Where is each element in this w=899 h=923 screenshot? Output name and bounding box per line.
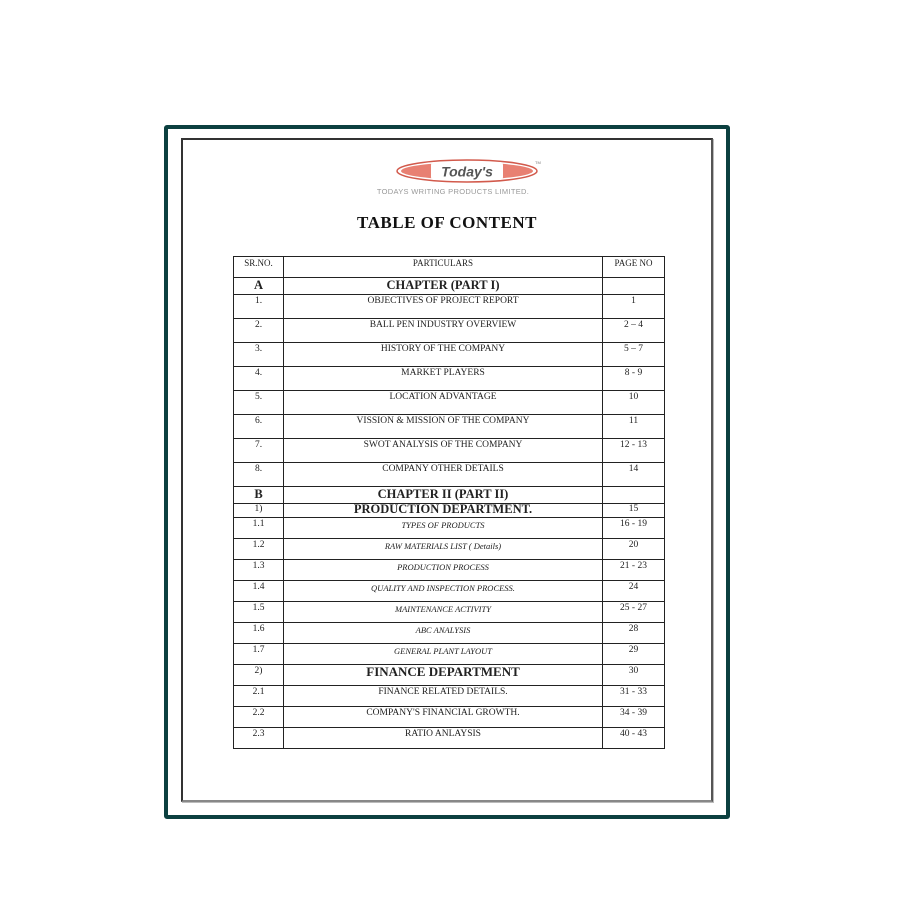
row-page: 12 - 13 bbox=[603, 439, 665, 463]
row-sr: 7. bbox=[234, 439, 284, 463]
row-title: MARKET PLAYERS bbox=[284, 367, 603, 391]
row-title: ABC ANALYSIS bbox=[284, 623, 603, 644]
row-sr: 5. bbox=[234, 391, 284, 415]
table-row bbox=[234, 602, 665, 623]
chapter-row bbox=[234, 487, 665, 504]
row-page: 40 - 43 bbox=[603, 728, 665, 749]
row-title: GENERAL PLANT LAYOUT bbox=[284, 644, 603, 665]
dept-title: FINANCE DEPARTMENT bbox=[284, 665, 603, 686]
table-row bbox=[234, 728, 665, 749]
row-page: 8 - 9 bbox=[603, 367, 665, 391]
chapter-page bbox=[603, 278, 665, 295]
row-title: OBJECTIVES OF PROJECT REPORT bbox=[284, 295, 603, 319]
row-title: QUALITY AND INSPECTION PROCESS. bbox=[284, 581, 603, 602]
table-row bbox=[234, 560, 665, 581]
row-page: 34 - 39 bbox=[603, 707, 665, 728]
row-page: 11 bbox=[603, 415, 665, 439]
chapter-row bbox=[234, 278, 665, 295]
row-page: 16 - 19 bbox=[603, 518, 665, 539]
dept-title: PRODUCTION DEPARTMENT. bbox=[284, 504, 603, 518]
department-row bbox=[234, 665, 665, 686]
row-sr: 1.2 bbox=[234, 539, 284, 560]
table-row bbox=[234, 319, 665, 343]
chapter-title: CHAPTER (PART I) bbox=[284, 278, 603, 295]
row-title: PRODUCTION PROCESS bbox=[284, 560, 603, 581]
table-row bbox=[234, 415, 665, 439]
row-page: 1 bbox=[603, 295, 665, 319]
row-page: 14 bbox=[603, 463, 665, 487]
row-sr: 3. bbox=[234, 343, 284, 367]
toc-table bbox=[233, 256, 665, 749]
row-sr: 1.3 bbox=[234, 560, 284, 581]
dept-sr: 1) bbox=[234, 504, 284, 518]
header-particulars: PARTICULARS bbox=[284, 257, 603, 278]
table-row bbox=[234, 518, 665, 539]
row-title: HISTORY OF THE COMPANY bbox=[284, 343, 603, 367]
row-sr: 2.2 bbox=[234, 707, 284, 728]
row-sr: 2. bbox=[234, 319, 284, 343]
table-row bbox=[234, 686, 665, 707]
table-row bbox=[234, 539, 665, 560]
table-row bbox=[234, 367, 665, 391]
row-title: RATIO ANLAYSIS bbox=[284, 728, 603, 749]
row-title: COMPANY OTHER DETAILS bbox=[284, 463, 603, 487]
row-page: 10 bbox=[603, 391, 665, 415]
dept-page: 30 bbox=[603, 665, 665, 686]
row-title: TYPES OF PRODUCTS bbox=[284, 518, 603, 539]
row-page: 24 bbox=[603, 581, 665, 602]
table-row bbox=[234, 295, 665, 319]
row-sr: 6. bbox=[234, 415, 284, 439]
logo-tm: TM bbox=[535, 160, 541, 165]
document-frame bbox=[164, 125, 730, 819]
table-header-row bbox=[234, 257, 665, 278]
row-sr: 1.4 bbox=[234, 581, 284, 602]
department-row bbox=[234, 504, 665, 518]
row-sr: 1.1 bbox=[234, 518, 284, 539]
row-sr: 2.1 bbox=[234, 686, 284, 707]
row-title: LOCATION ADVANTAGE bbox=[284, 391, 603, 415]
row-page: 5 – 7 bbox=[603, 343, 665, 367]
table-row bbox=[234, 707, 665, 728]
chapter-sr: B bbox=[234, 487, 284, 504]
todays-logo bbox=[395, 158, 543, 184]
page-title: TABLE OF CONTENT bbox=[357, 213, 537, 232]
header-page-no: PAGE NO bbox=[603, 257, 665, 278]
row-sr: 1. bbox=[234, 295, 284, 319]
row-page: 2 – 4 bbox=[603, 319, 665, 343]
row-title: SWOT ANALYSIS OF THE COMPANY bbox=[284, 439, 603, 463]
row-sr: 8. bbox=[234, 463, 284, 487]
row-title: FINANCE RELATED DETAILS. bbox=[284, 686, 603, 707]
row-title: COMPANY'S FINANCIAL GROWTH. bbox=[284, 707, 603, 728]
header-sr-no: SR.NO. bbox=[234, 257, 284, 278]
chapter-sr: A bbox=[234, 278, 284, 295]
page-border bbox=[181, 138, 713, 802]
row-page: 25 - 27 bbox=[603, 602, 665, 623]
dept-page: 15 bbox=[603, 504, 665, 518]
row-sr: 1.5 bbox=[234, 602, 284, 623]
row-title: VISSION & MISSION OF THE COMPANY bbox=[284, 415, 603, 439]
table-row bbox=[234, 623, 665, 644]
row-page: 28 bbox=[603, 623, 665, 644]
company-name: TODAYS WRITING PRODUCTS LIMITED. bbox=[376, 187, 530, 196]
row-page: 21 - 23 bbox=[603, 560, 665, 581]
table-row bbox=[234, 463, 665, 487]
row-title: BALL PEN INDUSTRY OVERVIEW bbox=[284, 319, 603, 343]
row-sr: 4. bbox=[234, 367, 284, 391]
row-sr: 1.7 bbox=[234, 644, 284, 665]
row-title: RAW MATERIALS LIST ( Details) bbox=[284, 539, 603, 560]
table-row bbox=[234, 343, 665, 367]
table-row bbox=[234, 644, 665, 665]
row-page: 29 bbox=[603, 644, 665, 665]
row-sr: 2.3 bbox=[234, 728, 284, 749]
row-title: MAINTENANCE ACTIVITY bbox=[284, 602, 603, 623]
row-sr: 1.6 bbox=[234, 623, 284, 644]
chapter-page bbox=[603, 487, 665, 504]
table-row bbox=[234, 581, 665, 602]
chapter-title: CHAPTER II (PART II) bbox=[284, 487, 603, 504]
row-page: 31 - 33 bbox=[603, 686, 665, 707]
table-row bbox=[234, 439, 665, 463]
row-page: 20 bbox=[603, 539, 665, 560]
table-row bbox=[234, 391, 665, 415]
dept-sr: 2) bbox=[234, 665, 284, 686]
logo-brand-text: Today's bbox=[441, 163, 493, 180]
